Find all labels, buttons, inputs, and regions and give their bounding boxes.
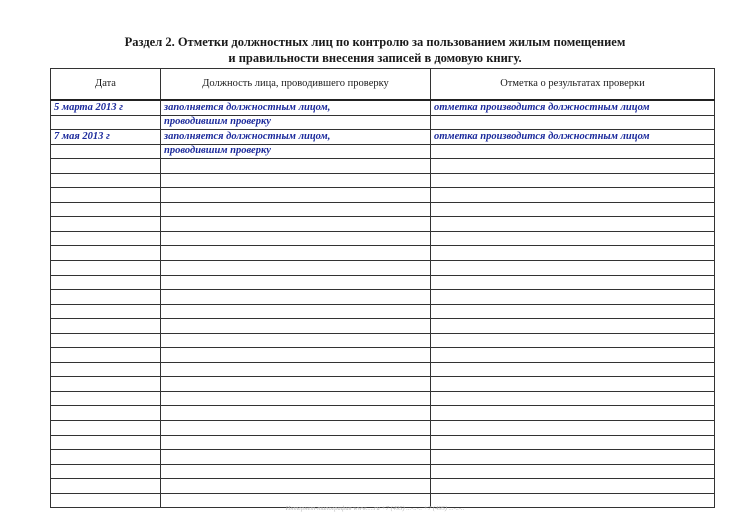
cell-position[interactable] [161,333,431,348]
cell-date[interactable] [51,406,161,421]
cell-position[interactable] [161,391,431,406]
title-line-2: и правильности внесения записей в домовую книгу. [228,51,522,65]
table-row [51,391,715,406]
cell-date[interactable]: 7 мая 2013 г [51,130,161,145]
cell-date[interactable] [51,450,161,465]
cell-position[interactable]: заполняется должностным лицом, [161,130,431,145]
cell-result[interactable] [431,290,715,305]
cell-position[interactable] [161,202,431,217]
cell-result[interactable] [431,246,715,261]
cell-position[interactable] [161,435,431,450]
cell-date[interactable] [51,290,161,305]
cell-date[interactable] [51,115,161,130]
cell-position[interactable] [161,217,431,232]
table-row [51,304,715,319]
cell-position[interactable]: проводившим проверку [161,144,431,159]
table-row [51,217,715,232]
cell-date[interactable]: 5 марта 2013 г [51,100,161,115]
cell-result[interactable] [431,304,715,319]
table-row [51,319,715,334]
cell-date[interactable] [51,159,161,174]
cell-result[interactable] [431,464,715,479]
cell-date[interactable] [51,202,161,217]
cell-result[interactable] [431,188,715,203]
cell-position[interactable] [161,450,431,465]
table-row [51,144,715,159]
header-date: Дата [51,69,161,101]
cell-position[interactable] [161,362,431,377]
cell-result[interactable] [431,144,715,159]
table-row [51,275,715,290]
cell-date[interactable] [51,246,161,261]
cell-date[interactable] [51,348,161,363]
footer-note: Интернет-типография www.....ru +7 (495) ...-..-.. +7 (495) ...-..-.. [285,505,465,512]
cell-position[interactable] [161,188,431,203]
cell-result[interactable] [431,333,715,348]
cell-date[interactable] [51,421,161,436]
cell-position[interactable] [161,173,431,188]
table-row [51,290,715,305]
cell-position[interactable] [161,261,431,276]
table-row [51,130,715,145]
table-row [51,246,715,261]
table-row [51,362,715,377]
table-header-row [51,69,715,101]
cell-date[interactable] [51,391,161,406]
cell-date[interactable] [51,479,161,494]
table-row [51,261,715,276]
cell-position[interactable] [161,377,431,392]
cell-result[interactable] [431,115,715,130]
table-row [51,479,715,494]
table-row [51,115,715,130]
cell-result[interactable] [431,391,715,406]
cell-date[interactable] [51,333,161,348]
cell-position[interactable] [161,421,431,436]
table-row [51,173,715,188]
header-result: Отметка о результатах проверки [431,69,715,101]
cell-date[interactable] [51,217,161,232]
cell-date[interactable] [51,173,161,188]
cell-position[interactable] [161,464,431,479]
table-row [51,435,715,450]
cell-position[interactable] [161,246,431,261]
cell-position[interactable] [161,479,431,494]
table-row [51,421,715,436]
table-row [51,450,715,465]
cell-result[interactable] [431,261,715,276]
cell-position[interactable] [161,290,431,305]
cell-position[interactable] [161,304,431,319]
cell-result[interactable] [431,202,715,217]
cell-date[interactable] [51,319,161,334]
cell-position[interactable] [161,275,431,290]
cell-date[interactable] [51,144,161,159]
cell-date[interactable] [51,304,161,319]
table-row [51,464,715,479]
cell-date[interactable] [51,464,161,479]
table-row [51,231,715,246]
cell-date[interactable] [51,362,161,377]
cell-result[interactable] [431,406,715,421]
cell-date[interactable] [51,377,161,392]
cell-result[interactable] [431,348,715,363]
cell-position[interactable] [161,319,431,334]
cell-date[interactable] [51,435,161,450]
cell-result[interactable] [431,377,715,392]
table-row [51,333,715,348]
cell-result[interactable] [431,479,715,494]
table-row [51,100,715,115]
cell-date[interactable] [51,188,161,203]
cell-result[interactable] [431,450,715,465]
cell-result[interactable]: отметка производится должностным лицом [431,130,715,145]
inspection-log-table [50,68,715,508]
cell-result[interactable] [431,173,715,188]
cell-result[interactable] [431,275,715,290]
cell-position[interactable] [161,348,431,363]
cell-result[interactable] [431,435,715,450]
page-title [0,34,750,66]
table-row [51,348,715,363]
cell-result[interactable] [431,231,715,246]
cell-result[interactable] [431,217,715,232]
cell-position[interactable]: проводившим проверку [161,115,431,130]
cell-result[interactable] [431,159,715,174]
cell-result[interactable] [431,421,715,436]
table-row [51,406,715,421]
cell-position[interactable] [161,406,431,421]
cell-position[interactable] [161,159,431,174]
cell-date[interactable] [51,275,161,290]
table-body [51,100,715,508]
cell-date[interactable] [51,261,161,276]
title-line-1: Раздел 2. Отметки должностных лиц по контролю за пользованием жилым помещением [124,35,626,49]
table-row [51,159,715,174]
cell-result[interactable] [431,319,715,334]
cell-date[interactable] [51,231,161,246]
cell-result[interactable] [431,362,715,377]
cell-result[interactable]: отметка производится должностным лицом [431,100,715,115]
table-row [51,202,715,217]
cell-position[interactable] [161,231,431,246]
table-row [51,377,715,392]
header-position: Должность лица, проводившего проверку [161,69,431,101]
table-row [51,188,715,203]
cell-position[interactable]: заполняется должностным лицом, [161,100,431,115]
